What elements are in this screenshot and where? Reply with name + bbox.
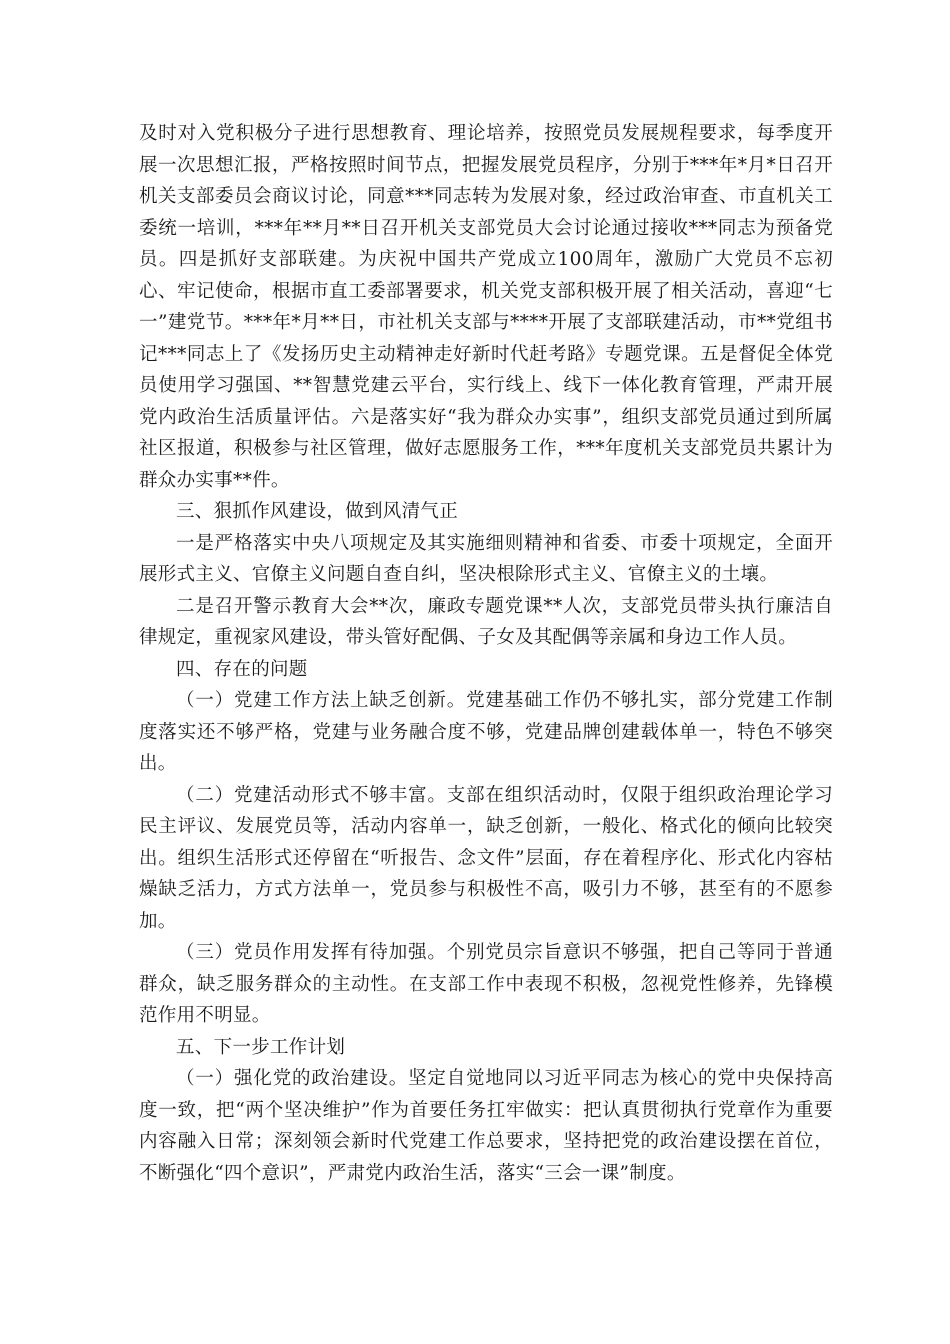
paragraph-plan-1: （一）强化党的政治建设。坚定自觉地同以习近平同志为核心的党中央保持高度一致，把“两个坚决维护”作为首要任务扛牢做实：把认真贯彻执行党章作为重要内容融入日常；深刻领会新时代党建工作总要求，坚持把党的政治建设摆在首位，不断强化“四个意识”，严肃党内政治生活，落实“三会一课”制度。 — [139, 1068, 833, 1184]
paragraph-warning-education: 二是召开警示教育大会**次，廉政专题党课**人次，支部党员带头执行廉洁自律规定，重视家风建设，带头管好配偶、子女及其配偶等亲属和身边工作人员。 — [139, 595, 833, 648]
paragraph-problem-3: （三）党员作用发挥有待加强。个别党员宗旨意识不够强，把自己等同于普通群众，缺乏服务群众的主动性。在支部工作中表现不积极，忽视党性修养，先锋模范作用不明显。 — [139, 942, 833, 1026]
section-heading-3: 三、狠抓作风建设，做到风清气正 — [176, 501, 459, 522]
section-heading-4: 四、存在的问题 — [176, 658, 308, 680]
document-body — [139, 118, 833, 1189]
paragraph-problem-1: （一）党建工作方法上缺乏创新。党建基础工作仍不够扎实，部分党建工作制度落实还不够严格，党建与业务融合度不够，党建品牌创建载体单一，特色不够突出。 — [139, 690, 833, 774]
paragraph-problem-2: （二）党建活动形式不够丰富。支部在组织活动时，仅限于组织政治理论学习民主评议、发展党员等，活动内容单一，缺乏创新，一般化、格式化的倾向比较突出。组织生活形式还停留在“听报告、念文件”层面，存在着程序化、形式化内容枯燥缺乏活力，方式方法单一，党员参与积极性不高，吸引力不够，甚至有的不愿参加。 — [139, 784, 833, 932]
paragraph-party-member-development: 及时对入党积极分子进行思想教育、理论培养，按照党员发展规程要求，每季度开展一次思想汇报，严格按照时间节点，把握发展党员程序，分别于***年*月*日召开机关支部委员会商议讨论，同意***同志转为发展对象，经过政治审查、市直机关工委统一培训，***年**月**日召开机关支部党员大会讨论通过接收***同志为预备党员。四是抓好支部联建。为庆祝中国共产党成立100周年，激励广大党员不忘初心、牢记使命，根据市直工委部署要求，机关党支部积极开展了相关活动，喜迎“七一”建党节。***年*月**日，市社机关支部与****开展了支部联建活动，市**党组书记***同志上了《发扬历史主动精神走好新时代赶考路》专题党课。五是督促全体党员使用学习强国、**智慧党建云平台，实行线上、线下一体化教育管理，严肃开展党内政治生活质量评估。六是落实好“我为群众办实事”，组织支部党员通过到所属社区报道，积极参与社区管理，做好志愿服务工作，***年度机关支部党员共累计为群众办实事**件。 — [139, 123, 833, 491]
section-heading-5: 五、下一步工作计划 — [176, 1036, 346, 1058]
paragraph-eight-rules: 一是严格落实中央八项规定及其实施细则精神和省委、市委十项规定，全面开展形式主义、官僚主义问题自查自纠，坚决根除形式主义、官僚主义的土壤。 — [139, 532, 833, 585]
